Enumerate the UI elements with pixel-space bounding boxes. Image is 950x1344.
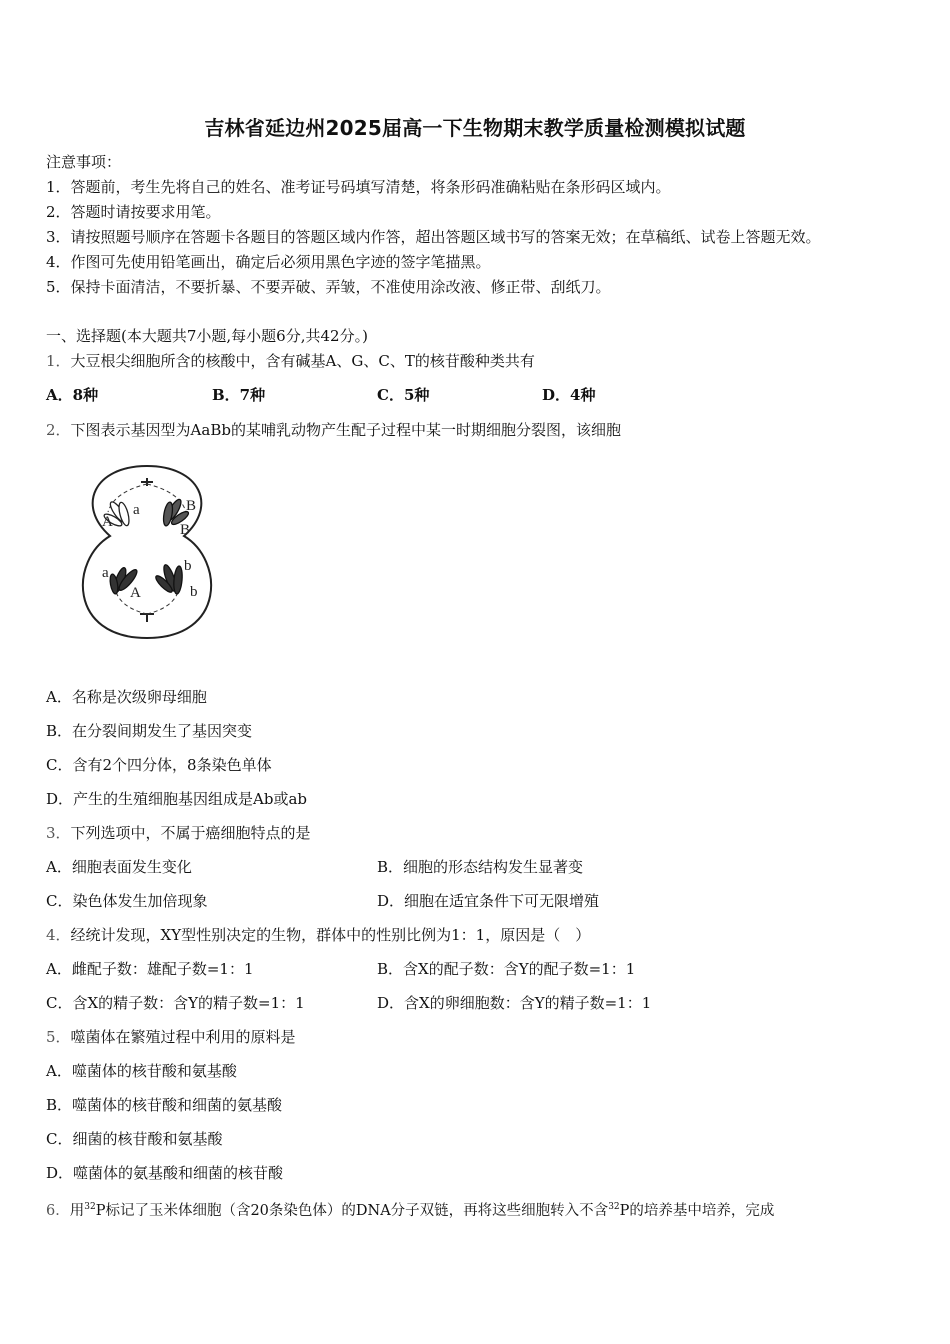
q3-option-a[interactable]: A．细胞表面发生变化 [46, 858, 192, 876]
cell-division-figure [74, 462, 220, 640]
question-number: 6． [46, 1202, 70, 1219]
q4-option-d[interactable]: D．含X的卵细胞数：含Y的精子数=1：1 [377, 994, 652, 1012]
gene-label: b [184, 558, 192, 574]
q2-option-c[interactable]: C．含有2个四分体，8条染色单体 [46, 756, 272, 774]
question-2 [46, 421, 621, 439]
question-text: 用 [69, 1202, 85, 1219]
question-5 [46, 1028, 296, 1046]
gene-label: b [190, 584, 198, 600]
question-number: 5． [46, 1028, 71, 1046]
question-text: 下列选项中，不属于癌细胞特点的是 [70, 824, 311, 842]
notice-item: 3．请按照题号顺序在答题卡各题目的答题区域内作答，超出答题区域书写的答案无效；在草稿纸、试卷上答题无效。 [46, 228, 821, 246]
question-number: 2． [46, 421, 71, 439]
question-text: 下图表示基因型为AaBb的某哺乳动物产生配子过程中某一时期细胞分裂图，该细胞 [70, 421, 621, 439]
question-number: 1． [46, 352, 71, 370]
q5-option-a[interactable]: A．噬菌体的核苷酸和氨基酸 [46, 1062, 237, 1080]
question-6 [46, 1198, 774, 1220]
q4-option-b[interactable]: B．含X的配子数：含Y的配子数=1：1 [377, 960, 636, 978]
question-text: 大豆根尖细胞所含的核酸中，含有碱基A、G、C、T的核苷酸种类共有 [70, 352, 535, 370]
gene-label: A [102, 514, 113, 530]
question-number: 3． [46, 824, 71, 842]
question-1 [46, 352, 535, 370]
question-4 [46, 926, 590, 944]
notice-item: 5．保持卡面清洁，不要折暴、不要弄破、弄皱，不准使用涂改液、修正带、刮纸刀。 [46, 278, 611, 296]
page-title: 吉林省延边州2025届高一下生物期末教学质量检测模拟试题 [204, 116, 746, 140]
q2-option-b[interactable]: B．在分裂间期发生了基因突变 [46, 722, 253, 740]
chromosome-group-bottom-right [154, 563, 183, 594]
q3-option-c[interactable]: C．染色体发生加倍现象 [46, 892, 208, 910]
q2-option-d[interactable]: D．产生的生殖细胞基因组成是Ab或ab [46, 790, 308, 808]
cell-membrane [83, 466, 211, 638]
gene-label: a [133, 502, 140, 518]
q2-option-a[interactable]: A．名称是次级卵母细胞 [46, 688, 207, 706]
question-3 [46, 824, 311, 842]
q5-option-d[interactable]: D．噬菌体的氨基酸和细菌的核苷酸 [46, 1164, 284, 1182]
q3-option-b[interactable]: B．细胞的形态结构发生显著变 [377, 858, 584, 876]
q1-option-d[interactable]: D．4种 [542, 386, 596, 404]
question-text: 噬菌体在繁殖过程中利用的原料是 [70, 1028, 296, 1046]
notice-item: 2．答题时请按要求用笔。 [46, 203, 221, 221]
q1-option-a[interactable]: A．8种 [46, 386, 99, 404]
isotope-superscript: 32 [608, 1202, 620, 1212]
question-text: P的培养基中培养，完成 [619, 1202, 775, 1219]
gene-label: A [130, 585, 141, 601]
q1-option-b[interactable]: B．7种 [212, 386, 266, 404]
q5-option-b[interactable]: B．噬菌体的核苷酸和细菌的氨基酸 [46, 1096, 283, 1114]
q4-option-c[interactable]: C．含X的精子数：含Y的精子数=1：1 [46, 994, 305, 1012]
section-heading: 一、选择题(本大题共7小题,每小题6分,共42分。) [46, 327, 368, 345]
q4-option-a[interactable]: A．雌配子数：雄配子数=1：1 [46, 960, 254, 978]
question-text: P标记了玉米体细胞（含20条染色体）的DNA分子双链，再将这些细胞转入不含 [95, 1202, 609, 1219]
q3-option-d[interactable]: D．细胞在适宜条件下可无限增殖 [377, 892, 600, 910]
q5-option-c[interactable]: C．细菌的核苷酸和氨基酸 [46, 1130, 223, 1148]
spindle-fiber [147, 592, 178, 614]
notice-item: 4．作图可先使用铅笔画出，确定后必须用黑色字迹的签字笔描黑。 [46, 253, 491, 271]
gene-label: a [102, 565, 109, 581]
notice-item: 1．答题前，考生先将自己的姓名、准考证号码填写清楚，将条形码准确粘贴在条形码区域内。 [46, 178, 671, 196]
question-text: 经统计发现，XY型性别决定的生物，群体中的性别比例为1：1，原因是（ ） [70, 926, 591, 944]
gene-label: B [180, 522, 191, 538]
gene-label: B [186, 498, 197, 514]
isotope-superscript: 32 [84, 1202, 96, 1212]
q1-option-c[interactable]: C．5种 [377, 386, 430, 404]
question-number: 4． [46, 926, 71, 944]
notice-heading: 注意事项： [46, 153, 122, 171]
